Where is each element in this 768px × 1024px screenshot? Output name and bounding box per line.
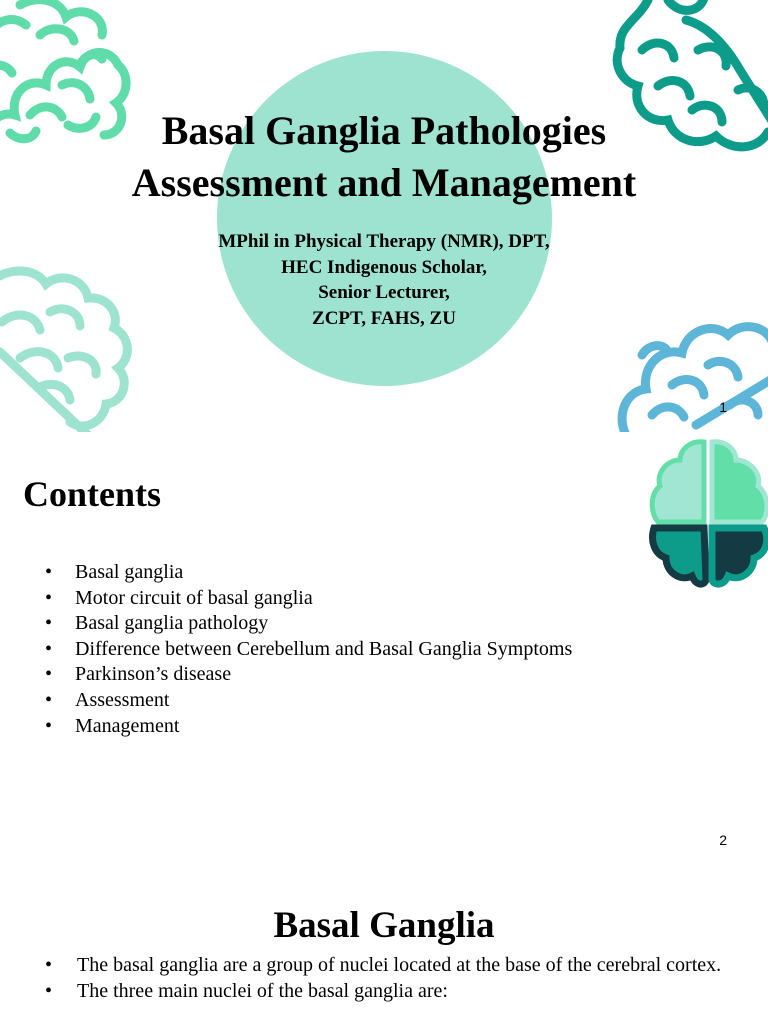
brain-quadrant-icon	[644, 436, 768, 591]
page-number: 2	[719, 832, 727, 848]
list-item: • Parkinson’s disease	[45, 662, 572, 688]
list-item: • Assessment	[45, 688, 572, 714]
list-item: • Motor circuit of basal ganglia	[45, 586, 572, 612]
presenter-credentials	[0, 229, 768, 331]
basal-ganglia-slide	[0, 864, 768, 1024]
credential-line: ZCPT, FAHS, ZU	[312, 307, 456, 329]
list-item: • Management	[45, 714, 572, 740]
slide-heading: Basal Ganglia	[273, 905, 495, 946]
list-item: • Basal ganglia	[45, 560, 572, 586]
title-slide	[0, 0, 768, 432]
list-item: • Difference between Cerebellum and Basal Ganglia Symptoms	[45, 637, 572, 663]
list-item: • The basal ganglia are a group of nuclei located at the base of the cerebral cortex.	[45, 953, 735, 979]
title-circle-background	[217, 51, 552, 386]
presentation-title	[0, 105, 768, 209]
title-line-1: Basal Ganglia Pathologies	[161, 108, 607, 153]
list-item: • The three main nuclei of the basal ganglia are:	[45, 979, 735, 1005]
page-number: 1	[719, 399, 727, 415]
contents-slide	[0, 432, 768, 864]
title-line-2: Assessment and Management	[131, 160, 637, 205]
credential-line: Senior Lecturer,	[318, 282, 450, 303]
list-item: • Basal ganglia pathology	[45, 611, 572, 637]
contents-list	[45, 560, 572, 739]
credential-line: HEC Indigenous Scholar,	[281, 256, 487, 278]
contents-heading: Contents	[23, 474, 162, 514]
credential-line: MPhil in Physical Therapy (NMR), DPT,	[218, 231, 550, 252]
bullet-list	[45, 953, 735, 1004]
